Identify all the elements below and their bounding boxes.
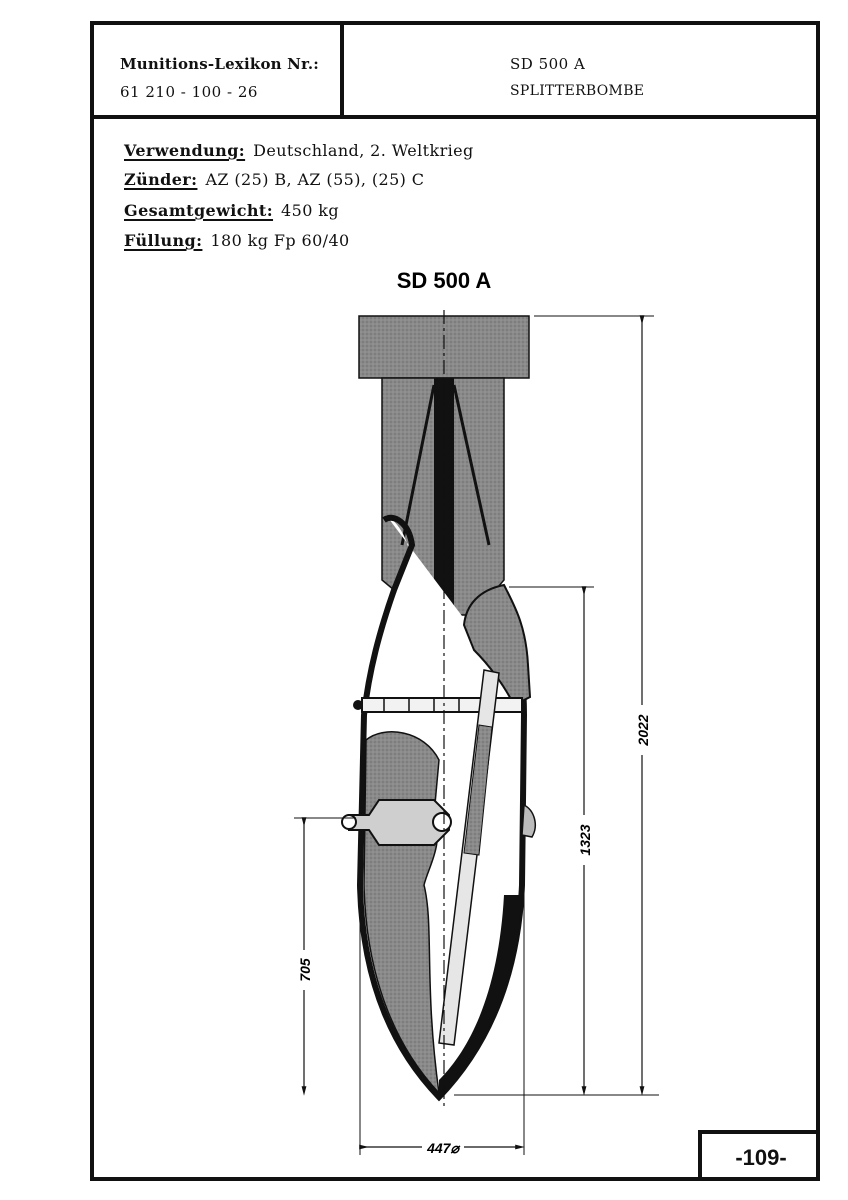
explosive-filling xyxy=(364,732,439,1093)
dimension-nose-label: 705 xyxy=(297,958,313,982)
dimension-diameter-label: 447⌀ xyxy=(427,1140,459,1156)
info-value: AZ (25) B, AZ (55), (25) C xyxy=(205,170,425,189)
bomb-drawing xyxy=(94,25,816,1177)
dimension-body-label: 1323 xyxy=(577,824,593,856)
info-label: Füllung: xyxy=(124,231,203,250)
info-value: 450 kg xyxy=(281,201,339,220)
designation: SD 500 A xyxy=(510,55,586,73)
lexicon-label: Munitions-Lexikon Nr.: xyxy=(120,55,319,73)
info-value: Deutschland, 2. Weltkrieg xyxy=(253,141,474,160)
page-number-text: -109- xyxy=(735,1144,787,1170)
lexicon-number: 61 210 - 100 - 26 xyxy=(120,83,258,101)
transverse-fuze xyxy=(362,698,522,712)
info-value: 180 kg Fp 60/40 xyxy=(210,231,350,250)
drawing-title: SD 500 A xyxy=(396,268,492,293)
dimension-total-label: 2022 xyxy=(635,714,651,746)
info-label: Verwendung: xyxy=(124,141,246,160)
page-number xyxy=(698,1130,820,1181)
document-frame xyxy=(90,21,820,1181)
info-label: Zünder: xyxy=(124,170,198,189)
bomb-type: SPLITTERBOMBE xyxy=(510,83,645,99)
info-label: Gesamtgewicht: xyxy=(124,201,274,220)
